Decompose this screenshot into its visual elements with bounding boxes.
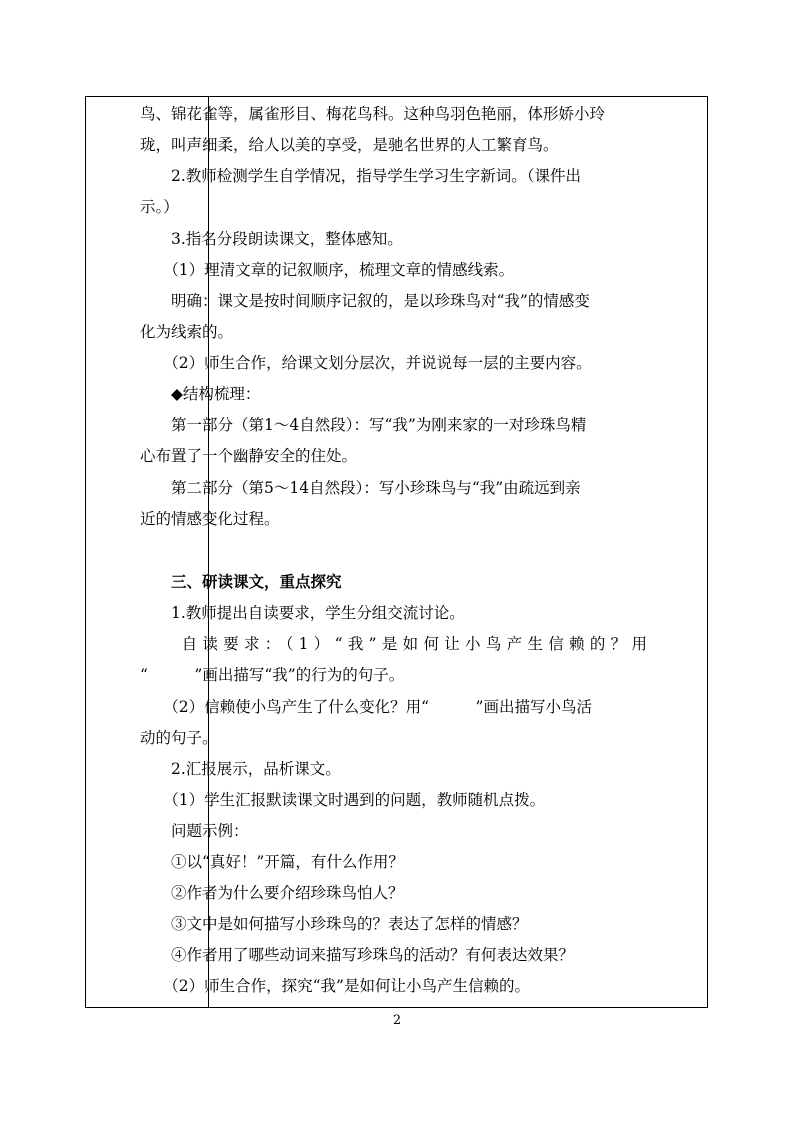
text-line: 问题示例： [140,822,249,840]
text-line: （1）理清文章的记叙顺序，梳理文章的情感线索。 [140,261,515,279]
text-line: ①以“真好！”开篇，有什么作用？ [140,853,404,871]
text-line: ②作者为什么要介绍珍珠鸟怕人？ [140,884,404,902]
text-line: 3.指名分段朗读课文，整体感知。 [140,230,403,248]
text-line: 2.汇报展示，品析课文。 [140,760,341,778]
text-line: （2）师生合作，探究“我”是如何让小鸟产生信赖的。 [140,977,530,995]
text-line: ④作者用了哪些动词来描写珍珠鸟的活动？有何表达效果？ [140,946,575,964]
text-line: ③文中是如何描写小珍珠鸟的？表达了怎样的情感？ [140,915,528,933]
text-line: （2）信赖使小鸟产生了什么变化？用“ ”画出描写小鸟活 [140,698,592,716]
text-line: 示。） [140,198,179,216]
text-line: 近的情感变化过程。 [140,510,280,528]
text-line: 第二部分（第5～14自然段）：写小珍珠鸟与“我”由疏远到亲 [140,479,581,497]
text-line: ◆结构梳理： [140,385,261,403]
text-line: “ ”画出描写“我”的行为的句子。 [140,666,405,684]
section-heading: 三、研读课文，重点探究 [140,572,342,591]
text-line: 动的句子。 [140,729,218,747]
text-line: 化为线索的。 [140,323,234,341]
text-line: 第一部分（第1～4自然段）：写“我”为刚来家的一对珍珠鸟精 [140,416,587,434]
page-number: 2 [392,1013,402,1028]
text-line: 明确：课文是按时间顺序记叙的，是以珍珠鸟对“我”的情感变 [140,292,590,310]
text-line: （2）师生合作，给课文划分层次，并说说每一层的主要内容。 [140,354,592,372]
text-line: 心布置了一个幽静安全的住处。 [140,447,358,465]
text-line: （1）学生汇报默读课文时遇到的问题，教师随机点拨。 [140,791,546,809]
text-line: 珑，叫声细柔，给人以美的享受，是驰名世界的人工繁育鸟。 [140,136,559,154]
text-line: 鸟、锦花雀等，属雀形目、梅花鸟科。这种鸟羽色艳丽，体形娇小玲 [140,105,606,123]
text-line: 自读要求：（1）“我”是如何让小鸟产生信赖的？用 [140,635,653,653]
text-line: 1.教师提出自读要求，学生分组交流讨论。 [140,604,465,622]
text-line: 2.教师检测学生自学情况，指导学生学习生字新词。（课件出 [140,167,582,185]
